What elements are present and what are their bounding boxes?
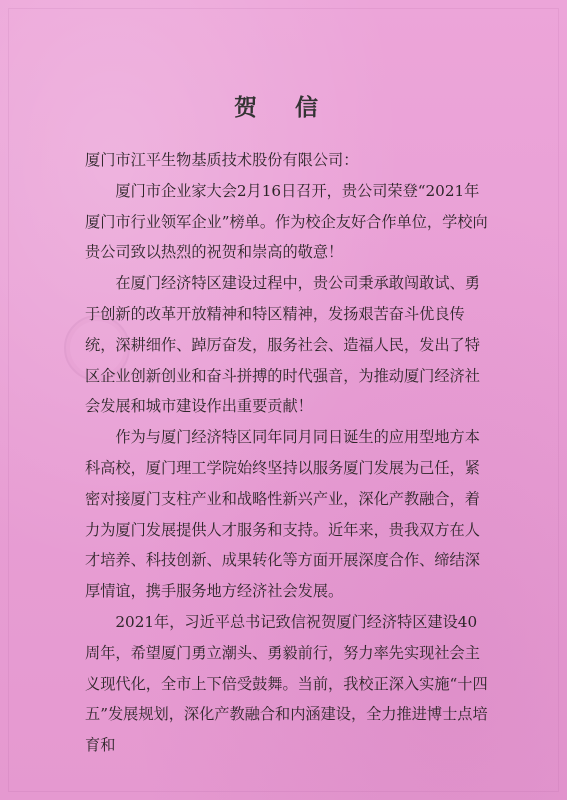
salutation: 厦门市江平生物基质技术股份有限公司： <box>85 151 359 169</box>
paragraph-4: 2021年，习近平总书记致信祝贺厦门经济特区建设40周年，希望厦门勇立潮头、勇毅前行，努力率先实现社会主义现代化，全市上下倍受鼓舞。当前，我校正深入实施“十四五”发展规划，深化产教融合和内涵建设，全力推进博士点培育和 <box>85 612 488 755</box>
paragraph-3: 作为与厦门经济特区同年同月同日诞生的应用型地方本科高校，厦门理工学院始终坚持以服务厦门发展为己任，紧密对接厦门支柱产业和战略性新兴产业，深化产教融合，着力为厦门发展提供人才服务和支持。近年来，贵我双方在人才培养、科技创新、成果转化等方面开展深度合作、缔结深厚情谊，携手服务地方经济社会发展。 <box>85 428 480 601</box>
paragraph-2: 在厦门经济特区建设过程中，贵公司秉承敢闯敢试、勇于创新的改革开放精神和特区精神，发扬艰苦奋斗优良传统，深耕细作、踔厉奋发，服务社会、造福人民，发出了特区企业创新创业和奋斗拼搏的时代强音，为推动厦门经济社会发展和城市建设作出重要贡献！ <box>85 274 480 416</box>
paragraph-1: 厦门市企业家大会2月16日召开，贵公司荣登“2021年厦门市行业领军企业”榜单。作为校企友好合作单位，学校向贵公司致以热烈的祝贺和崇高的敬意！ <box>85 181 488 262</box>
letter-body <box>85 145 490 761</box>
page-title: 贺 信 <box>233 94 333 121</box>
